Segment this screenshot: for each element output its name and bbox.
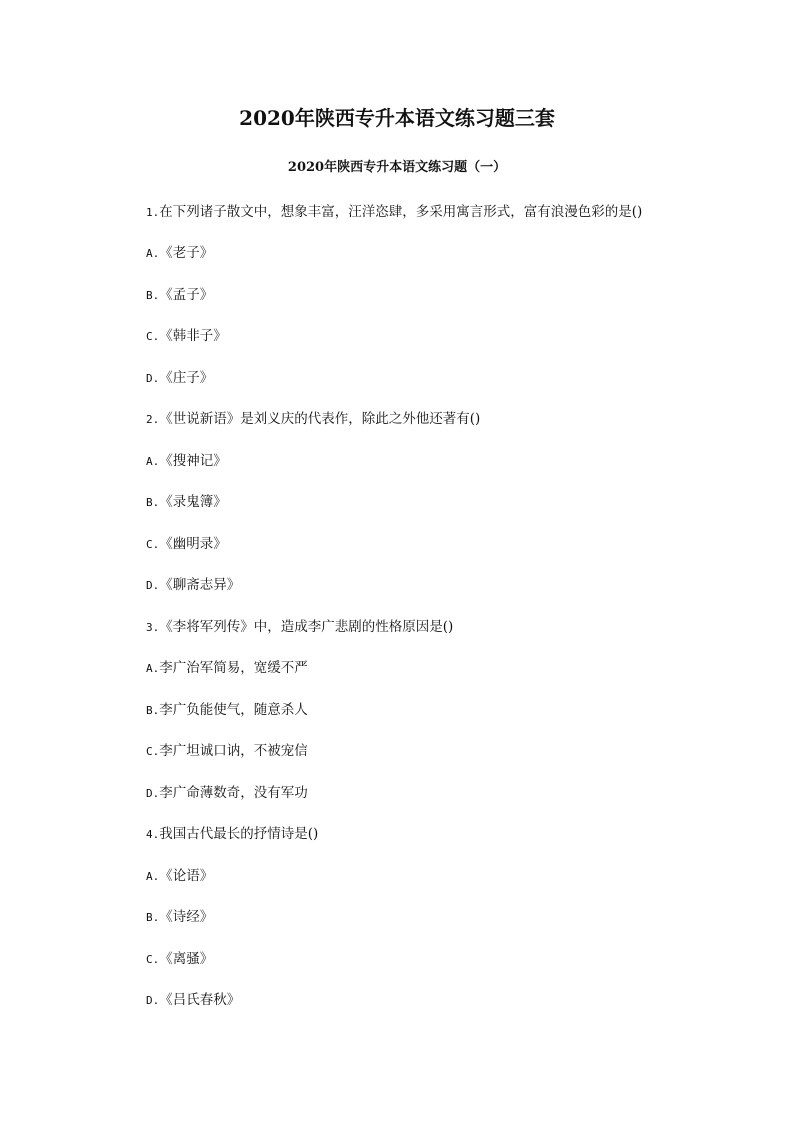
option-letter: B. — [146, 289, 160, 302]
option-text: 李广治军简易，宽缓不严 — [159, 660, 308, 676]
option-text: 《搜神记》 — [159, 453, 227, 469]
question-3-option-c — [146, 741, 308, 762]
option-text: 《论语》 — [159, 868, 214, 884]
option-letter: C. — [146, 745, 160, 758]
option-letter: A. — [146, 247, 160, 260]
option-text: 《录鬼簿》 — [159, 494, 227, 510]
question-4-stem — [146, 824, 318, 845]
question-2-option-a — [146, 451, 227, 472]
option-letter: C. — [146, 330, 160, 343]
option-text: 李广负能使气，随意杀人 — [159, 702, 308, 718]
question-number: 2. — [146, 413, 160, 426]
question-2-option-d — [146, 575, 240, 596]
document-title: 2020年陕西专升本语文练习题三套 — [239, 106, 555, 130]
question-2-option-c — [146, 534, 227, 555]
option-text: 《诗经》 — [159, 909, 214, 925]
option-text: 《聊斋志异》 — [159, 577, 241, 593]
option-letter: B. — [146, 911, 160, 924]
question-4-option-a — [146, 866, 213, 887]
option-letter: D. — [146, 787, 160, 800]
option-text: 李广坦诚口讷，不被宠信 — [159, 743, 308, 759]
option-letter: D. — [146, 994, 160, 1007]
question-3-option-d — [146, 783, 308, 804]
option-text: 《离骚》 — [159, 951, 214, 967]
option-letter: A. — [146, 870, 160, 883]
question-3-stem — [146, 617, 453, 638]
question-text: 在下列诸子散文中，想象丰富，汪洋恣肆，多采用寓言形式，富有浪漫色彩的是() — [159, 204, 643, 220]
option-letter: B. — [146, 704, 160, 717]
question-number: 4. — [146, 828, 160, 841]
question-2-option-b — [146, 492, 227, 513]
question-text: 《李将军列传》中，造成李广悲剧的性格原因是() — [159, 619, 454, 635]
question-3-option-b — [146, 700, 308, 721]
option-text: 《幽明录》 — [159, 536, 227, 552]
option-text: 《韩非子》 — [159, 328, 227, 344]
option-text: 《吕氏春秋》 — [159, 992, 241, 1008]
option-letter: C. — [146, 953, 160, 966]
question-1-option-a — [146, 243, 213, 264]
question-1-option-b — [146, 285, 213, 306]
option-letter: A. — [146, 455, 160, 468]
question-1-option-c — [146, 326, 227, 347]
question-text: 《世说新语》是刘义庆的代表作，除此之外他还著有() — [159, 411, 481, 427]
option-letter: C. — [146, 538, 160, 551]
option-text: 《孟子》 — [159, 287, 214, 303]
question-1-option-d — [146, 368, 213, 389]
option-letter: B. — [146, 496, 160, 509]
question-4-option-d — [146, 990, 240, 1011]
option-text: 《老子》 — [159, 245, 214, 261]
option-letter: A. — [146, 662, 160, 675]
question-1-stem — [146, 202, 642, 223]
question-2-stem — [146, 409, 480, 430]
question-number: 1. — [146, 206, 160, 219]
option-text: 李广命薄数奇，没有军功 — [159, 785, 308, 801]
question-4-option-b — [146, 907, 213, 928]
question-3-option-a — [146, 658, 308, 679]
question-number: 3. — [146, 621, 160, 634]
option-letter: D. — [146, 579, 160, 592]
option-letter: D. — [146, 372, 160, 385]
question-text: 我国古代最长的抒情诗是() — [159, 826, 319, 842]
option-text: 《庄子》 — [159, 370, 214, 386]
document-subtitle: 2020年陕西专升本语文练习题（一） — [287, 160, 507, 175]
question-4-option-c — [146, 949, 213, 970]
